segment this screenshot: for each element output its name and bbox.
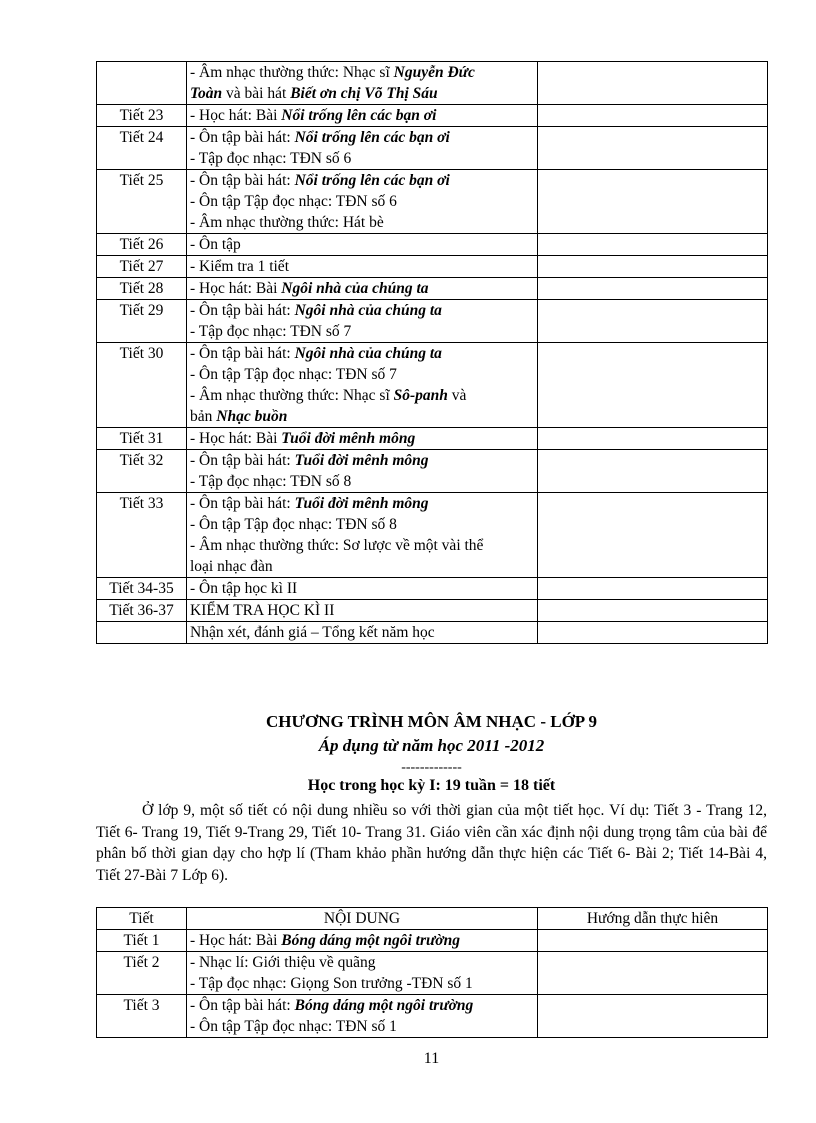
lesson-period-cell: Tiết 31 (97, 428, 187, 450)
table-row (97, 450, 768, 493)
table-row (97, 62, 768, 105)
song-title: Ngôi nhà của chúng ta (281, 280, 429, 297)
content-line (190, 321, 534, 342)
guidance-cell (538, 343, 768, 428)
content-line (190, 1016, 534, 1037)
guidance-cell (538, 450, 768, 493)
content-line (190, 514, 534, 535)
guidance-cell (538, 930, 768, 952)
lesson-content-cell (187, 278, 538, 300)
lesson-content-cell (187, 234, 538, 256)
content-text: - Ôn tập bài hát: (190, 345, 295, 362)
song-title: Nguyễn Đức (393, 64, 475, 81)
lesson-period-cell: Tiết 25 (97, 170, 187, 234)
table-row (97, 578, 768, 600)
content-line (190, 256, 534, 277)
lesson-period-cell: Tiết 32 (97, 450, 187, 493)
guidance-cell (538, 127, 768, 170)
guidance-cell (538, 234, 768, 256)
song-title: Bóng dáng một ngôi trường (281, 932, 460, 949)
content-text: - Ôn tập Tập đọc nhạc: TĐN số 6 (190, 193, 397, 210)
header-tiet: Tiết (97, 908, 187, 930)
content-line (190, 212, 534, 233)
table-row (97, 300, 768, 343)
content-text: - Học hát: Bài (190, 280, 282, 297)
song-title: Nổi trống lên các bạn ơi (281, 107, 437, 124)
table-row (97, 105, 768, 127)
content-text: - Ôn tập học kì II (190, 580, 298, 597)
content-text: và bài hát (222, 85, 291, 102)
lesson-content-cell (187, 343, 538, 428)
lesson-period-cell: Tiết 2 (97, 952, 187, 995)
guidance-cell (538, 105, 768, 127)
content-text: - Ôn tập bài hát: (190, 302, 295, 319)
content-text: - Ôn tập bài hát: (190, 129, 295, 146)
content-line (190, 364, 534, 385)
lesson-content-cell (187, 622, 538, 644)
content-text: - Học hát: Bài (190, 107, 282, 124)
table-row (97, 256, 768, 278)
lesson-period-cell: Tiết 23 (97, 105, 187, 127)
content-line (190, 973, 534, 994)
song-title: Sô-panh (393, 387, 448, 404)
intro-paragraph: Ở lớp 9, một số tiết có nội dung nhiều so với thời gian của một tiết học. Ví dụ: Tiết 3 - Trang 12, Tiết 6- Trang 19, Tiết 9-Trang 29, Tiết 10- Trang 31. Giáo viên cần xác định nội dung trọng tâm của bài để phân bố thời gian dạy cho hợp lí (Tham khảo phần hướng dẫn thực hiện các Tiết 6- Bài 2; Tiết 14-Bài 4, Tiết 27-Bài 7 Lớp 6). (96, 802, 767, 884)
content-line (190, 428, 534, 449)
lesson-content-cell (187, 256, 538, 278)
lesson-period-cell: Tiết 1 (97, 930, 187, 952)
content-text: - Ôn tập bài hát: (190, 452, 295, 469)
table-row (97, 622, 768, 644)
lesson-table-grade9 (96, 907, 768, 1038)
content-text: - Nhạc lí: Giới thiệu về quãng (190, 954, 376, 971)
content-text: - Ôn tập bài hát: (190, 495, 295, 512)
content-text: bản (190, 408, 217, 425)
lesson-period-cell: Tiết 24 (97, 127, 187, 170)
semester-heading: Học trong học kỳ I: 19 tuần = 18 tiết (307, 777, 556, 794)
content-text: - Ôn tập Tập đọc nhạc: TĐN số 1 (190, 1018, 397, 1035)
content-text: - Ôn tập bài hát: (190, 997, 295, 1014)
song-title: Toàn (190, 85, 223, 102)
content-line (190, 385, 534, 406)
table-row (97, 428, 768, 450)
content-line (190, 105, 534, 126)
lesson-content-cell (187, 952, 538, 995)
content-line (190, 952, 534, 973)
divider: ------------- (401, 760, 462, 775)
lesson-period-cell: Tiết 28 (97, 278, 187, 300)
content-text: - Ôn tập (190, 236, 241, 253)
table-row (97, 170, 768, 234)
content-line (190, 343, 534, 364)
table-row (97, 127, 768, 170)
song-title: Tuổi đời mênh mông (294, 452, 429, 469)
content-line (190, 234, 534, 255)
content-line (190, 535, 534, 556)
content-line (190, 471, 534, 492)
lesson-period-cell (97, 62, 187, 105)
content-line (190, 493, 534, 514)
guidance-cell (538, 995, 768, 1038)
content-line (190, 127, 534, 148)
lesson-period-cell: Tiết 34-35 (97, 578, 187, 600)
content-line (190, 556, 534, 577)
lesson-table-body (97, 62, 768, 644)
song-title: Nổi trống lên các bạn ơi (294, 129, 450, 146)
content-text: và (447, 387, 467, 404)
content-line (190, 170, 534, 191)
content-text: - Ôn tập Tập đọc nhạc: TĐN số 8 (190, 516, 397, 533)
content-line (190, 62, 534, 83)
lesson-content-cell (187, 600, 538, 622)
content-text: - Ôn tập bài hát: (190, 172, 295, 189)
content-line (190, 300, 534, 321)
lesson-content-cell (187, 493, 538, 578)
content-text: - Âm nhạc thường thức: Sơ lược về một vài thể (190, 537, 484, 554)
guidance-cell (538, 578, 768, 600)
lesson-period-cell: Tiết 33 (97, 493, 187, 578)
table-row (97, 995, 768, 1038)
content-text: - Âm nhạc thường thức: Nhạc sĩ (190, 387, 394, 404)
guidance-cell (538, 256, 768, 278)
lesson-content-cell (187, 300, 538, 343)
content-line (190, 600, 534, 621)
table-row (97, 234, 768, 256)
lesson-period-cell: Tiết 26 (97, 234, 187, 256)
table-row (97, 493, 768, 578)
table-header-row (97, 908, 768, 930)
lesson-content-cell (187, 62, 538, 105)
lesson-content-cell (187, 995, 538, 1038)
lesson-table-grade8 (96, 61, 768, 644)
content-line (190, 578, 534, 599)
guidance-cell (538, 493, 768, 578)
content-text: - Âm nhạc thường thức: Nhạc sĩ (190, 64, 394, 81)
content-line (190, 450, 534, 471)
content-text: Nhận xét, đánh giá – Tổng kết năm học (190, 624, 435, 641)
song-title: Bóng dáng một ngôi trường (294, 997, 474, 1014)
table-row (97, 278, 768, 300)
lesson-period-cell: Tiết 36-37 (97, 600, 187, 622)
content-text: - Học hát: Bài (190, 932, 282, 949)
song-title: Ngôi nhà của chúng ta (294, 302, 442, 319)
lesson-content-cell (187, 930, 538, 952)
content-text: - Tập đọc nhạc: Giọng Son trưởng -TĐN số 1 (190, 975, 473, 992)
content-line (190, 191, 534, 212)
header-noi-dung: NỘI DUNG (187, 908, 538, 930)
content-text: - Âm nhạc thường thức: Hát bè (190, 214, 384, 231)
content-text: - Học hát: Bài (190, 430, 282, 447)
lesson-table-body (97, 930, 768, 1038)
song-title: Ngôi nhà của chúng ta (294, 345, 442, 362)
lesson-content-cell (187, 428, 538, 450)
song-title: Biết ơn chị Võ Thị Sáu (290, 85, 438, 102)
content-text: loại nhạc đàn (190, 558, 273, 575)
header-huong-dan: Hướng dẫn thực hiên (538, 908, 768, 930)
guidance-cell (538, 300, 768, 343)
guidance-cell (538, 278, 768, 300)
lesson-period-cell (97, 622, 187, 644)
lesson-content-cell (187, 105, 538, 127)
lesson-content-cell (187, 450, 538, 493)
table-row (97, 930, 768, 952)
lesson-period-cell: Tiết 29 (97, 300, 187, 343)
content-line (190, 148, 534, 169)
lesson-content-cell (187, 127, 538, 170)
page-number: 11 (423, 1050, 440, 1067)
table-row (97, 343, 768, 428)
content-line (190, 995, 534, 1016)
lesson-period-cell: Tiết 3 (97, 995, 187, 1038)
page-subtitle: Áp dụng từ năm học 2011 -2012 (318, 736, 545, 755)
lesson-content-cell (187, 170, 538, 234)
guidance-cell (538, 600, 768, 622)
content-text: - Tập đọc nhạc: TĐN số 8 (190, 473, 352, 490)
guidance-cell (538, 428, 768, 450)
content-line (190, 622, 534, 643)
content-line (190, 406, 534, 427)
table-row (97, 952, 768, 995)
content-text: - Ôn tập Tập đọc nhạc: TĐN số 7 (190, 366, 397, 383)
lesson-period-cell: Tiết 30 (97, 343, 187, 428)
content-line (190, 930, 534, 951)
content-line (190, 278, 534, 299)
guidance-cell (538, 170, 768, 234)
guidance-cell (538, 62, 768, 105)
content-text: - Tập đọc nhạc: TĐN số 6 (190, 150, 352, 167)
content-line (190, 83, 534, 104)
song-title: Tuổi đời mênh mông (281, 430, 416, 447)
guidance-cell (538, 952, 768, 995)
lesson-period-cell: Tiết 27 (97, 256, 187, 278)
page-title: CHƯƠNG TRÌNH MÔN ÂM NHẠC - LỚP 9 (265, 712, 598, 731)
lesson-content-cell (187, 578, 538, 600)
song-title: Nổi trống lên các bạn ơi (294, 172, 450, 189)
content-text: - Tập đọc nhạc: TĐN số 7 (190, 323, 352, 340)
song-title: Tuổi đời mênh mông (294, 495, 429, 512)
song-title: Nhạc buồn (216, 408, 288, 425)
guidance-cell (538, 622, 768, 644)
content-text: KIỂM TRA HỌC KÌ II (190, 602, 335, 619)
table-row (97, 600, 768, 622)
content-text: - Kiểm tra 1 tiết (190, 258, 289, 275)
